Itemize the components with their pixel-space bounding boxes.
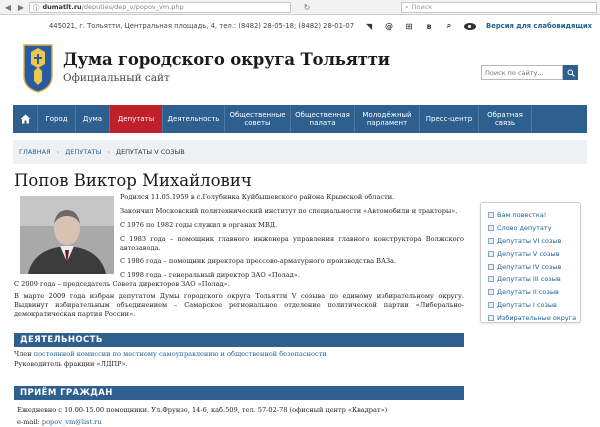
nav-item[interactable]: Пресс-центр [420,105,479,133]
nav-item[interactable]: Дума [76,105,110,133]
bio-line: С 1986 года – помощник директора прессово-арматурного производства ВАЗа. [120,257,397,266]
sidebar-bullet-icon [488,264,494,270]
site-search-input[interactable] [481,65,563,80]
sidebar-item-label: Избирательные округа [497,313,577,322]
url-bar[interactable] [29,2,291,13]
bio-text [120,193,464,285]
sidebar-bullet-icon [488,225,494,231]
activity-heading: ДЕЯТЕЛЬНОСТЬ [14,333,464,347]
sidebar-item-label: Вам повестка! [497,211,547,220]
nav-item[interactable]: Обратная связь [479,105,532,133]
sidebar-bullet-icon [488,238,494,244]
breadcrumb-deputies[interactable]: ДЕПУТАТЫ [65,148,102,156]
sidebar-item[interactable] [488,299,580,312]
sidebar-bullet-icon [488,212,494,218]
nav-item[interactable]: Деятельность [163,105,225,133]
activity-membership [14,350,464,359]
back-icon[interactable]: ◀ [4,2,12,12]
sidebar-item[interactable] [488,311,580,324]
accessibility-link[interactable]: Версия для слабовидящих [486,22,592,30]
eye-icon[interactable] [464,23,476,30]
email-link[interactable]: popov_vm@list.ru [41,418,102,426]
chevron-right-icon: › [56,148,60,156]
search-icon[interactable]: ⌕ [446,21,452,30]
sidebar-item[interactable] [488,209,580,222]
nav-item[interactable]: Молодёжный парламент [355,105,420,133]
url-host: dumatlt.ru [42,3,82,11]
commission-link[interactable]: постоянной комиссии по местному самоуправлению и общественной безопасности [33,350,327,358]
sidebar-item[interactable] [488,260,580,273]
contact-bar [49,17,592,35]
reload-icon[interactable]: ↻ [303,2,311,12]
breadcrumb-current: ДЕПУТАТЫ V СОЗЫВ [115,148,185,156]
sidebar-item-label: Депутаты IV созыв [497,262,562,271]
nav-item[interactable]: Город [38,105,76,133]
vk-icon[interactable]: в [426,21,432,31]
chevron-right-icon: › [107,148,110,156]
email-label: e-mail: [17,418,42,426]
sidebar-item[interactable] [488,235,580,248]
rss-icon[interactable]: ◥ [365,21,373,31]
deputies-sidebar [480,202,581,323]
search-icon [567,69,575,77]
sidebar-item-label: Депутаты V созыв [497,249,560,258]
bio-line: С 1998 года – генеральный директор ЗАО «Полад». [120,271,300,280]
reception-email [17,418,467,427]
site-search-button[interactable] [563,65,578,80]
bio-line: С 1983 года – помощник главного инженера управления главного конструктора Волжского автозавода. [120,234,464,252]
browser-search-placeholder: Поиск [411,3,433,11]
breadcrumb-home[interactable]: ГЛАВНАЯ [19,148,51,156]
search-icon: ⌕ [405,2,409,11]
sidebar-item[interactable] [488,222,580,235]
sidebar-item[interactable] [488,286,580,299]
sidebar-bullet-icon [488,315,494,321]
coat-of-arms-logo[interactable] [23,44,53,93]
nav-item[interactable]: Общественные советы [225,105,291,133]
page-title: Попов Виктор Михайлович [14,171,252,190]
site-search [481,65,578,80]
home-icon [20,114,31,124]
bio-line: Закончил Московский политехнический институт по специальности «Автомобили и тракторы». [120,206,458,215]
bio-line: С 1976 по 1982 годы служил в органах МВД. [120,220,278,229]
membership-prefix: Член [14,350,34,358]
deputy-photo [20,196,114,274]
bio-line: С 2009 года – председатель Совета директоров ЗАО «Полад». [14,280,230,288]
forward-icon[interactable]: ▶ [17,2,25,12]
nav-home[interactable] [13,105,38,133]
browser-toolbar [0,0,600,15]
sitemap-icon[interactable]: ⊞ [405,21,413,31]
sidebar-bullet-icon [488,302,494,308]
sidebar-item-label: Депутаты III созыв [497,275,561,284]
url-path: /deputies/dep_v/popov_vm.php [81,3,184,11]
nav-item[interactable]: Общественная палата [291,105,355,133]
sidebar-bullet-icon [488,276,494,282]
reception-schedule: Ежедневно с 10.00-15.00 помощники. Ул.Фрунзе, 14-6, каб.509, тел. 57-02-78 (офисный центр «Квадрат») [17,406,388,414]
site-title[interactable]: Дума городского округа Тольятти [63,50,390,69]
sidebar-item-label: Депутаты VI созыв [497,236,562,245]
election-text: В марте 2009 года избран депутатом Думы городского округа Тольятти V созыва по единому избирательному округу. Выдвинут избирательным объединением – Самарское региональное отделение политической партии «Либерально-демократическая партия России». [14,292,464,318]
sidebar-bullet-icon [488,251,494,257]
reception-heading: ПРИЁМ ГРАЖДАН [14,386,464,400]
activity-leader: Руководитель фракции «ЛДПР». [14,360,128,368]
site-subtitle: Официальный сайт [63,72,170,84]
sidebar-item-label: Депутаты II созыв [497,288,559,297]
nav-item[interactable]: Депутаты [110,105,163,133]
sidebar-item-label: Слово депутату [497,224,552,233]
breadcrumb [13,140,587,164]
bio-line: Родился 11.05.1959 в с.Голубинка Куйбышевского района Крымской области. [120,193,395,201]
sidebar-item[interactable] [488,247,580,260]
contact-address: 445021, г. Тольятти, Центральная площадь, 4, тел.: (8482) 28-05-18; (8482) 28-01-07 [48,22,355,30]
email-icon[interactable]: @ [385,21,394,31]
main-nav [13,105,587,133]
browser-search-input[interactable] [401,2,597,13]
info-icon: ⓘ [33,3,40,12]
sidebar-item-label: Депутаты I созыв [497,300,557,309]
sidebar-item[interactable] [488,273,580,286]
sidebar-bullet-icon [488,289,494,295]
